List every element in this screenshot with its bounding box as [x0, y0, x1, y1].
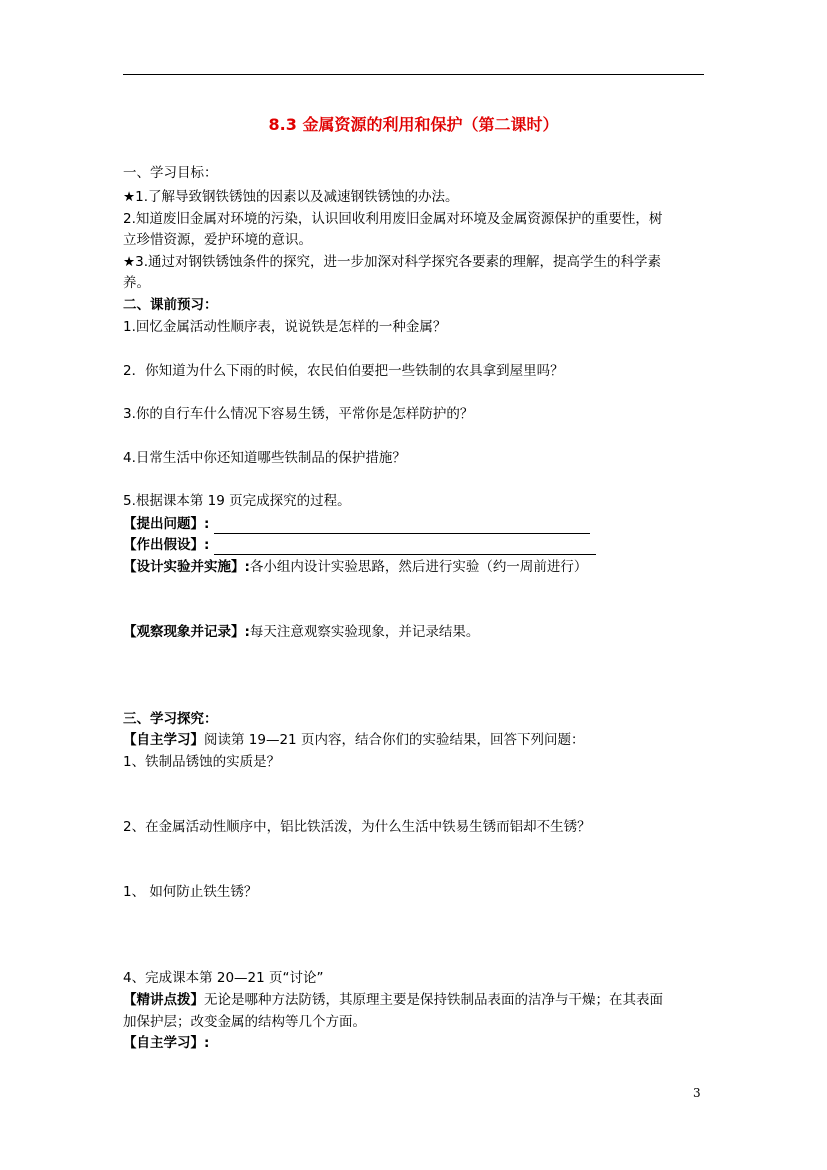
- goal-1: ★1.了解导致钢铁锈蚀的因素以及减速钢铁锈蚀的办法。: [123, 189, 459, 205]
- explore-question-2: 2、在金属活动性顺序中，铝比铁活泼，为什么生活中铁易生锈而铝却不生锈？: [123, 819, 591, 835]
- design-label: 【设计实验并实施】:: [123, 559, 250, 575]
- observe-row: [123, 622, 479, 642]
- ask-question-label: 【提出问题】:: [123, 516, 210, 532]
- tip-text-a: 无论是哪种方法防锈，其原理主要是保持铁制品表面的洁净与干燥；在其表面: [204, 992, 663, 1008]
- page-number: 3: [693, 1086, 701, 1100]
- goal-3-line-b: 养。: [123, 275, 150, 291]
- ask-question-row: [123, 514, 590, 534]
- hypothesis-row: [123, 535, 596, 555]
- preview-question-4: 4.日常生活中你还知道哪些铁制品的保护措施？: [123, 450, 406, 466]
- observe-text: 每天注意观察实验现象，并记录结果。: [249, 624, 480, 640]
- observe-label: 【观察现象并记录】:: [123, 624, 250, 640]
- header-rule: [123, 74, 704, 75]
- explore-question-3: 1、 如何防止铁生锈？: [123, 884, 258, 900]
- page-title: 8.3 金属资源的利用和保护（第二课时）: [268, 115, 559, 134]
- self-study-2-label: 【自主学习】:: [123, 1035, 210, 1051]
- goal-2-line-b: 立珍惜资源，爱护环境的意识。: [123, 232, 312, 248]
- explore-question-4: 4、完成课本第 20—21 页“讨论”: [123, 970, 324, 986]
- explore-heading: 三、学习探究：: [123, 711, 218, 727]
- self-study-row: [123, 730, 584, 750]
- ask-question-blank[interactable]: [214, 517, 590, 534]
- tip-text-b: 加保护层；改变金属的结构等几个方面。: [123, 1014, 366, 1030]
- tip-row: [123, 990, 663, 1010]
- hypothesis-blank[interactable]: [214, 538, 596, 555]
- design-row: [123, 557, 587, 577]
- hypothesis-label: 【作出假设】:: [123, 537, 210, 553]
- design-text: 各小组内设计实验思路，然后进行实验（约一周前进行）: [249, 559, 588, 575]
- preview-heading: 二、课前预习：: [123, 297, 218, 313]
- preview-question-1: 1.回忆金属活动性顺序表，说说铁是怎样的一种金属？: [123, 319, 447, 335]
- preview-question-3: 3.你的自行车什么情况下容易生锈，平常你是怎样防护的？: [123, 406, 474, 422]
- self-study-label: 【自主学习】: [123, 732, 204, 748]
- explore-question-1: 1、铁制品锈蚀的实质是？: [123, 754, 281, 770]
- goal-3-line-a: ★3.通过对钢铁锈蚀条件的探究，进一步加深对科学探究各要素的理解，提高学生的科学素: [123, 254, 661, 270]
- goals-heading: 一、学习目标：: [123, 165, 218, 181]
- goal-2-line-a: 2.知道废旧金属对环境的污染，认识回收利用废旧金属对环境及金属资源保护的重要性，树: [123, 211, 663, 227]
- preview-question-2: 2．你知道为什么下雨的时候，农民伯伯要把一些铁制的农具拿到屋里吗？: [123, 363, 564, 379]
- self-study-text: 阅读第 19—21 页内容，结合你们的实验结果，回答下列问题：: [204, 732, 585, 748]
- preview-question-5: 5.根据课本第 19 页完成探究的过程。: [123, 493, 351, 509]
- tip-label: 【精讲点拨】: [123, 992, 204, 1008]
